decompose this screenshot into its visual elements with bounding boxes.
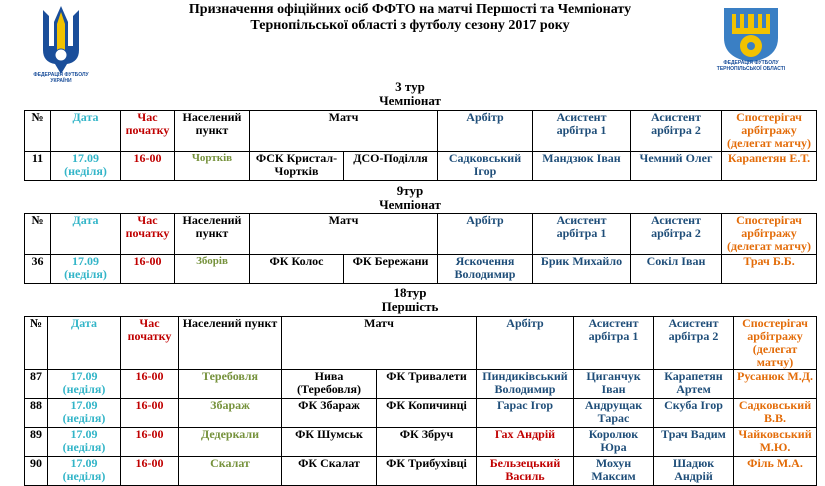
date-value: 17.09	[70, 456, 98, 470]
cell-observer: Трач Б.Б.	[722, 255, 817, 284]
col-time: Час початку	[121, 111, 175, 152]
day-value: (неділя)	[62, 411, 106, 425]
day-value: (неділя)	[62, 440, 106, 454]
table-row	[25, 399, 817, 428]
cell-home-team: ФК Скалат	[282, 457, 377, 486]
cell-time: 16-00	[121, 370, 179, 399]
col-asst1: Асистент арбітра 1	[574, 317, 654, 370]
cell-asst2: Карапетян Артем	[654, 370, 734, 399]
col-asst1: Асистент арбітра 1	[533, 214, 631, 255]
cell-asst2: Шадюк Андрій	[654, 457, 734, 486]
col-observer: Спостерігач арбітражу (делегат матчу)	[722, 111, 817, 152]
cell-referee: Яскочення Володимир	[438, 255, 533, 284]
cell-num: 11	[25, 152, 51, 181]
cell-home-team: ФК Шумськ	[282, 428, 377, 457]
league-label: Чемпіонат	[379, 197, 441, 212]
col-date: Дата	[48, 317, 121, 370]
cell-date	[48, 399, 121, 428]
cell-asst2: Скуба Ігор	[654, 399, 734, 428]
day-value: (неділя)	[64, 164, 107, 178]
cell-referee: Гарас Ігор	[477, 399, 574, 428]
table-row	[25, 428, 817, 457]
ffu-logo	[33, 2, 89, 92]
cell-place: Збараж	[179, 399, 282, 428]
league-label: Першість	[381, 299, 439, 314]
col-referee: Арбітр	[477, 317, 574, 370]
cell-asst2: Сокіл Іван	[631, 255, 722, 284]
day-value: (неділя)	[62, 469, 106, 483]
col-asst2: Асистент арбітра 2	[654, 317, 734, 370]
cell-referee: Гах Андрій	[477, 428, 574, 457]
cell-time: 16-00	[121, 399, 179, 428]
cell-num: 87	[25, 370, 48, 399]
cell-asst1: Циганчук Іван	[574, 370, 654, 399]
cell-home-team: ФК Збараж	[282, 399, 377, 428]
cell-place: Скалат	[179, 457, 282, 486]
cell-away-team: ФК Копичинці	[377, 399, 477, 428]
cell-date	[51, 152, 121, 181]
cell-date	[48, 370, 121, 399]
cell-referee: Пиндиківський Володимир	[477, 370, 574, 399]
cell-place: Чортків	[175, 152, 250, 181]
day-value: (неділя)	[62, 382, 106, 396]
round-label: 18тур	[393, 285, 427, 300]
col-referee: Арбітр	[438, 111, 533, 152]
cell-observer: Філь М.А.	[734, 457, 817, 486]
section-heading	[310, 184, 510, 212]
round-label: 9тур	[396, 183, 424, 198]
table-header-row	[25, 214, 817, 255]
cell-time: 16-00	[121, 428, 179, 457]
cell-time: 16-00	[121, 255, 175, 284]
cell-referee: Бельзецький Василь	[477, 457, 574, 486]
cell-asst2: Трач Вадим	[654, 428, 734, 457]
schedule-table	[24, 316, 817, 486]
section-heading	[310, 286, 510, 314]
cell-observer: Садковський В.В.	[734, 399, 817, 428]
col-match: Матч	[250, 214, 438, 255]
col-num: №	[25, 214, 51, 255]
col-place: Населений пункт	[179, 317, 282, 370]
table-row	[25, 255, 817, 284]
col-place: Населений пункт	[175, 111, 250, 152]
cell-place: Зборів	[175, 255, 250, 284]
cell-time: 16-00	[121, 457, 179, 486]
ffto-emblem-icon	[718, 4, 784, 64]
cell-away-team: ДСО-Поділля	[344, 152, 438, 181]
title-line-1: Призначення офіційних осіб ФФТО на матчі Першості та Чемпіонату	[188, 2, 632, 17]
ffto-logo-caption: ФЕДЕРАЦІЯ ФУТБОЛУ ТЕРНОПІЛЬСЬКОЇ ОБЛАСТІ	[716, 60, 786, 72]
col-match: Матч	[282, 317, 477, 370]
col-observer: Спостерігач арбітражу (делегат матчу)	[722, 214, 817, 255]
cell-home-team: ФСК Кристал-Чортків	[250, 152, 344, 181]
schedule-table	[24, 213, 817, 284]
col-time: Час початку	[121, 317, 179, 370]
date-value: 17.09	[70, 398, 98, 412]
cell-date	[48, 428, 121, 457]
date-value: 17.09	[70, 427, 98, 441]
cell-place: Дедеркали	[179, 428, 282, 457]
cell-num: 89	[25, 428, 48, 457]
cell-asst1: Андрущак Тарас	[574, 399, 654, 428]
schedule-table	[24, 110, 817, 181]
date-value: 17.09	[72, 151, 99, 165]
cell-asst1: Мохун Максим	[574, 457, 654, 486]
date-value: 17.09	[72, 254, 99, 268]
cell-home-team: Нива (Теребовля)	[282, 370, 377, 399]
section-heading	[310, 80, 510, 108]
cell-asst1: Брик Михайло	[533, 255, 631, 284]
day-value: (неділя)	[64, 267, 107, 281]
cell-home-team: ФК Колос	[250, 255, 344, 284]
table-header-row	[25, 317, 817, 370]
cell-asst2: Чемний Олег	[631, 152, 722, 181]
cell-away-team: ФК Тривалети	[377, 370, 477, 399]
col-time: Час початку	[121, 214, 175, 255]
cell-num: 90	[25, 457, 48, 486]
col-match: Матч	[250, 111, 438, 152]
table-header-row	[25, 111, 817, 152]
cell-date	[48, 457, 121, 486]
cell-away-team: ФК Збруч	[377, 428, 477, 457]
ffto-logo	[718, 4, 784, 74]
table-row	[25, 152, 817, 181]
col-observer: Спостерігач арбітражу (делегат матчу)	[734, 317, 817, 370]
cell-observer: Чайковський М.Ю.	[734, 428, 817, 457]
col-asst2: Асистент арбітра 2	[631, 111, 722, 152]
ffu-logo-caption: ФЕДЕРАЦІЯ ФУТБОЛУ УКРАЇНИ	[33, 72, 89, 84]
title-line-2: Тернопільської області з футболу сезону 2017 року	[250, 18, 570, 33]
col-num: №	[25, 317, 48, 370]
cell-away-team: ФК Бережани	[344, 255, 438, 284]
col-date: Дата	[51, 214, 121, 255]
table-row	[25, 457, 817, 486]
cell-time: 16-00	[121, 152, 175, 181]
col-place: Населений пункт	[175, 214, 250, 255]
cell-observer: Карапетян Е.Т.	[722, 152, 817, 181]
col-asst1: Асистент арбітра 1	[533, 111, 631, 152]
col-num: №	[25, 111, 51, 152]
cell-date	[51, 255, 121, 284]
date-value: 17.09	[70, 369, 98, 383]
table-row	[25, 370, 817, 399]
cell-place: Теребовля	[179, 370, 282, 399]
cell-num: 88	[25, 399, 48, 428]
cell-asst1: Королюк Юра	[574, 428, 654, 457]
col-asst2: Асистент арбітра 2	[631, 214, 722, 255]
cell-referee: Садковський Ігор	[438, 152, 533, 181]
league-label: Чемпіонат	[379, 93, 441, 108]
cell-away-team: ФК Трибухівці	[377, 457, 477, 486]
col-date: Дата	[51, 111, 121, 152]
col-referee: Арбітр	[438, 214, 533, 255]
cell-observer: Русанюк М.Д.	[734, 370, 817, 399]
cell-num: 36	[25, 255, 51, 284]
round-label: 3 тур	[395, 79, 425, 94]
page-title	[160, 2, 660, 34]
cell-asst1: Мандзюк Іван	[533, 152, 631, 181]
